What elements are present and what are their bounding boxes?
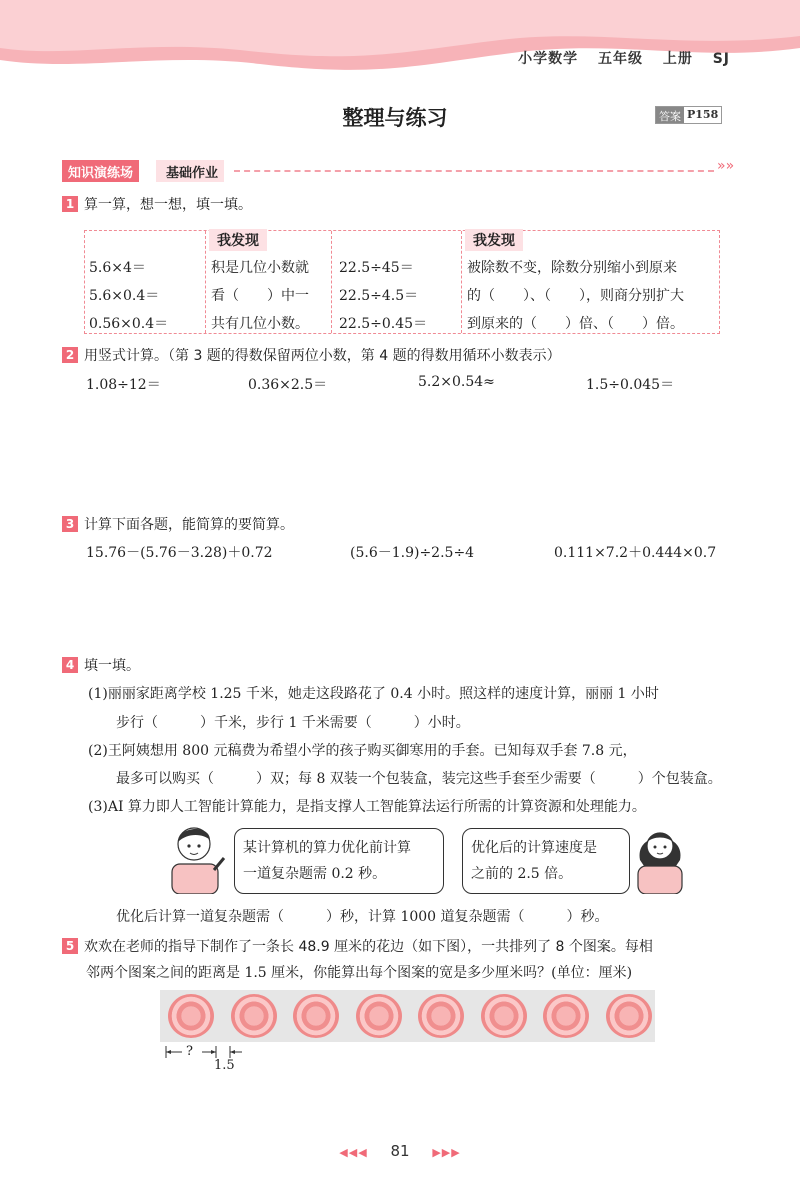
- bubble-line: 某计算机的算力优化前计算: [243, 840, 411, 856]
- bubble-line: 之前的 2.5 倍。: [471, 866, 573, 882]
- expression: 22.5÷45＝: [339, 260, 414, 276]
- discovery-text[interactable]: 看（ ）中一: [211, 288, 309, 304]
- q4-part2-line2[interactable]: 最多可以购买（ ）双；每 8 双装一个包装盒，装完这些手套至少需要（ ）个包装盒。: [116, 771, 722, 787]
- discovery-label: 我发现: [465, 229, 523, 251]
- section-dashed-line: [234, 170, 714, 172]
- question-number: 2: [62, 347, 78, 363]
- question-text: 用竖式计算。（第 3 题的得数保留两位小数，第 4 题的得数用循环小数表示）: [84, 348, 561, 364]
- discovery-label: 我发现: [209, 229, 267, 251]
- question-number: 1: [62, 196, 78, 212]
- expression: 22.5÷0.45＝: [339, 316, 428, 332]
- calc-item: (5.6－1.9)÷2.5÷4: [350, 545, 475, 561]
- right-arrows-icon: ▶▶▶: [432, 1146, 461, 1159]
- lace-pattern-flower: [293, 994, 339, 1038]
- section-tag-basic: 基础作业: [156, 160, 224, 182]
- q4-part3-line1: (3)AI 算力即人工智能计算能力，是指支撑人工智能算法运行所需的计算资源和处理能力。: [88, 799, 646, 815]
- question-text: 算一算，想一想，填一填。: [84, 197, 252, 213]
- question-4: [62, 655, 140, 675]
- q4-part2-line1: (2)王阿姨想用 800 元稿费为希望小学的孩子购买御寒用的手套。已知每双手套 7.8 元，: [88, 743, 637, 759]
- page-number: 81: [390, 1142, 410, 1160]
- lace-pattern-flower: [481, 994, 527, 1038]
- calc-item: 15.76－(5.76－3.28)＋0.72: [86, 545, 273, 561]
- question-text: 计算下面各题，能简算的要简算。: [84, 517, 294, 533]
- discovery-text: 积是几位小数就: [211, 260, 309, 276]
- speech-bubble-girl: [462, 828, 630, 894]
- section-tag-practice: 知识演练场: [62, 160, 139, 182]
- lace-pattern-flower: [543, 994, 589, 1038]
- q4-part3-line2[interactable]: 优化后计算一道复杂题需（ ）秒，计算 1000 道复杂题需（ ）秒。: [116, 909, 609, 925]
- header-grade: 五年级: [597, 51, 643, 67]
- lace-pattern-flower: [356, 994, 402, 1038]
- girl-illustration: [632, 820, 688, 894]
- question-text: 填一填。: [84, 658, 140, 674]
- divider: [205, 231, 206, 333]
- answer-reference: [655, 106, 722, 124]
- calc-item: 0.36×2.5＝: [248, 377, 328, 393]
- question-text: 欢欢在老师的指导下制作了一条长 48.9 厘米的花边（如下图），一共排列了 8 个图案。每相: [84, 939, 653, 955]
- lace-pattern-flower: [606, 994, 652, 1038]
- gap-length-label: 1.5: [214, 1058, 235, 1073]
- expression: 0.56×0.4＝: [89, 316, 169, 332]
- header-subject: 小学数学: [518, 51, 579, 67]
- discovery-text: 被除数不变，除数分别缩小到原来: [467, 260, 677, 276]
- expression: 5.6×4＝: [89, 260, 146, 276]
- bubble-line: 优化后的计算速度是: [471, 840, 597, 856]
- question-5: [62, 936, 653, 956]
- width-unknown-label: ?: [186, 1044, 193, 1059]
- question-number: 3: [62, 516, 78, 532]
- left-arrows-icon: ◀◀◀: [339, 1146, 368, 1159]
- answer-label: 答案: [656, 107, 684, 123]
- expression: 22.5÷4.5＝: [339, 288, 419, 304]
- lace-pattern-flower: [231, 994, 277, 1038]
- divider: [331, 231, 332, 333]
- header-book-info: [504, 48, 730, 68]
- discovery-text[interactable]: 到原来的（ ）倍、（ ）倍。: [467, 316, 684, 332]
- question-1: [62, 194, 252, 214]
- speech-bubble-boy: [234, 828, 444, 894]
- q4-part1-line1: (1)丽丽家距离学校 1.25 千米，她走这段路花了 0.4 小时。照这样的速度计算，丽丽 1 小时: [88, 686, 659, 702]
- lace-border-figure: [160, 990, 655, 1042]
- calc-item: 1.08÷12＝: [86, 377, 161, 393]
- section-header: [62, 158, 735, 182]
- lace-pattern-flower: [418, 994, 464, 1038]
- discovery-text[interactable]: 的（ ）、（ ），则商分别扩大: [467, 288, 684, 304]
- question-2: [62, 345, 561, 365]
- question-number: 5: [62, 938, 78, 954]
- question-3: [62, 514, 294, 534]
- question-number: 4: [62, 657, 78, 673]
- q1-discovery-table: [84, 230, 720, 334]
- discovery-text: 共有几位小数。: [211, 316, 309, 332]
- answer-page: P158: [687, 108, 719, 121]
- expression: 5.6×0.4＝: [89, 288, 160, 304]
- boy-illustration: [164, 820, 228, 894]
- header-edition: SJ: [712, 51, 730, 67]
- bubble-line: 一道复杂题需 0.2 秒。: [243, 866, 387, 882]
- header-volume: 上册: [662, 51, 693, 67]
- header-wave-decoration: [0, 0, 800, 80]
- q4-part1-line2[interactable]: 步行（ ）千米，步行 1 千米需要（ ）小时。: [116, 715, 470, 731]
- page-footer: [0, 1142, 800, 1160]
- divider: [461, 231, 462, 333]
- calc-item: 0.111×7.2＋0.444×0.7: [554, 545, 717, 561]
- double-chevron-icon: »»: [717, 158, 735, 174]
- calc-item: 5.2×0.54≈: [418, 374, 495, 390]
- page-title: 整理与练习: [342, 106, 448, 130]
- lace-pattern-flower: [168, 994, 214, 1038]
- question-5-line2: 邻两个图案之间的距离是 1.5 厘米，你能算出每个图案的宽是多少厘米吗？(单位：厘米): [86, 965, 633, 981]
- calc-item: 1.5÷0.045＝: [586, 377, 675, 393]
